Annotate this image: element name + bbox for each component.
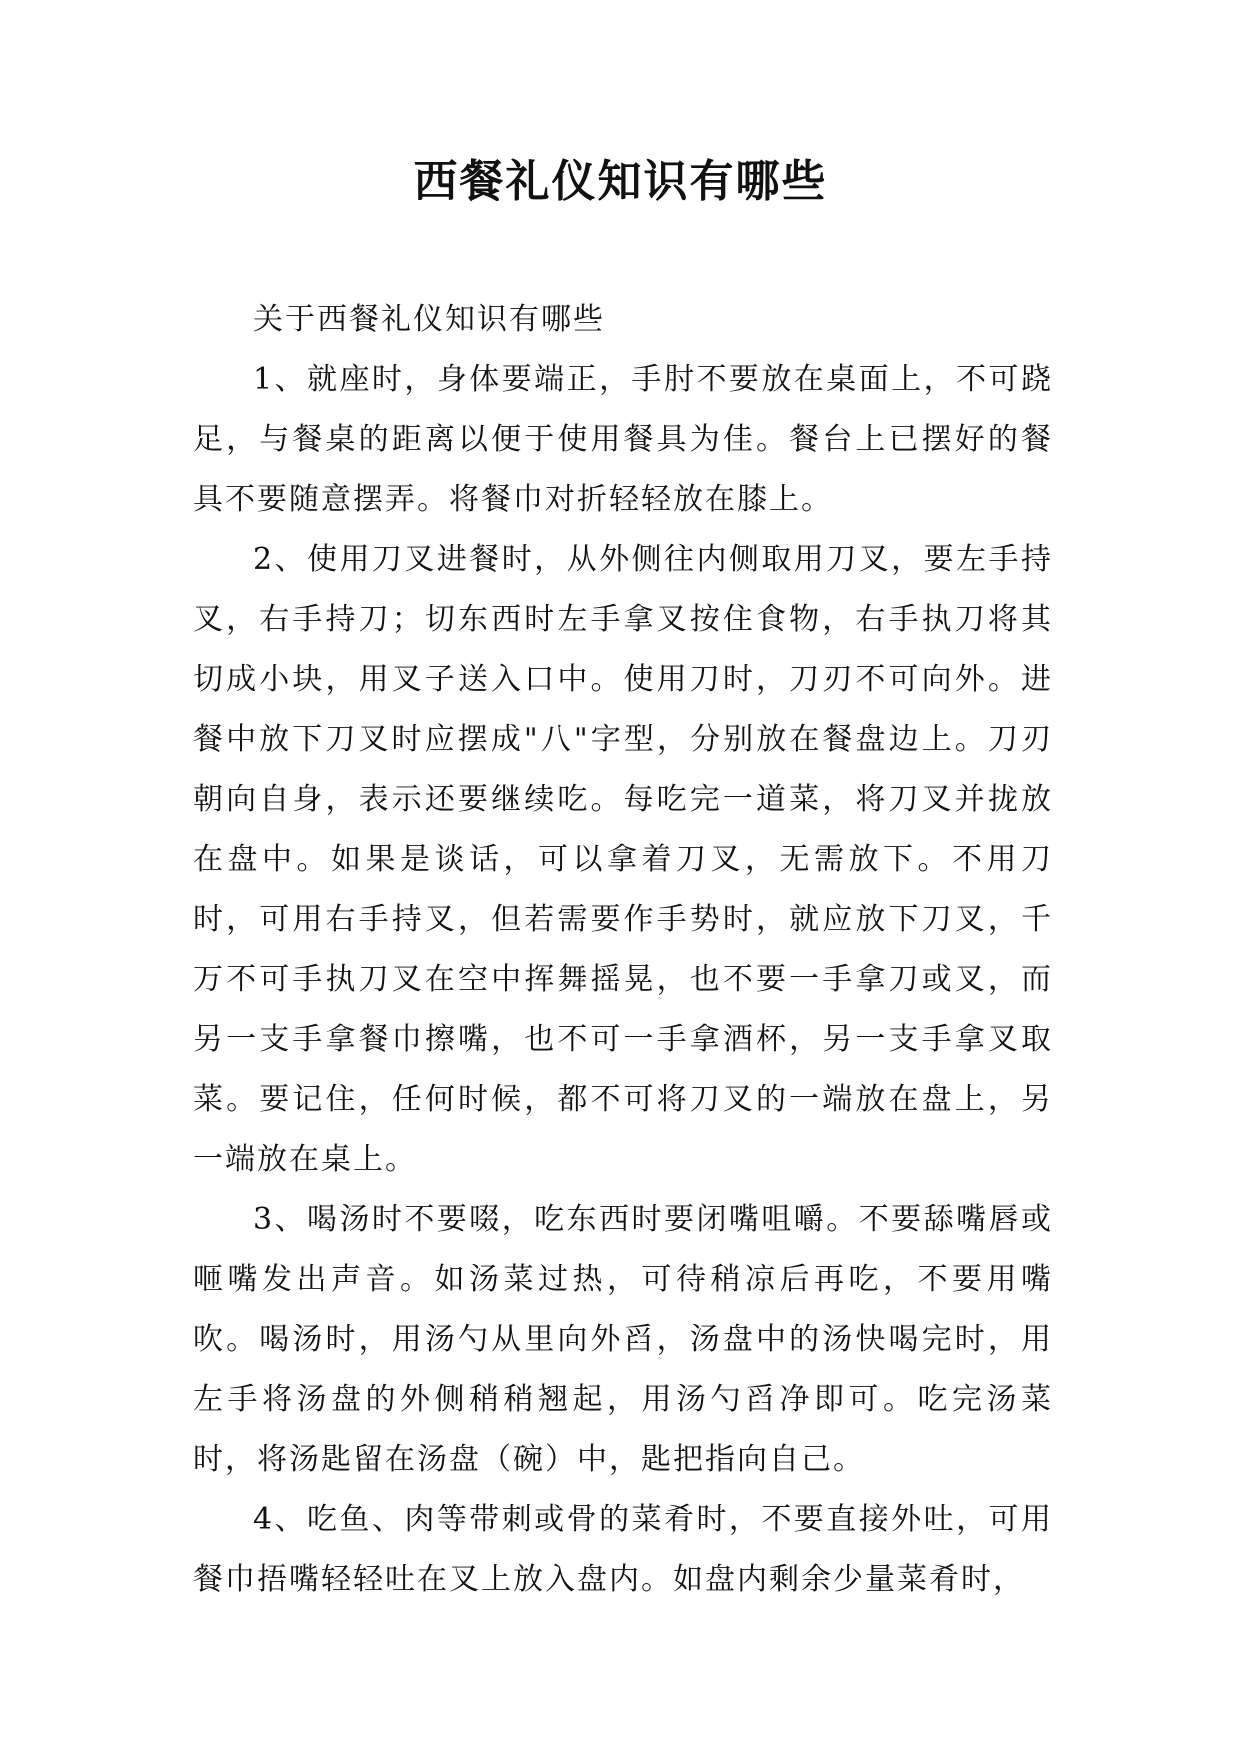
paragraph-3: 3、喝汤时不要啜，吃东西时要闭嘴咀嚼。不要舔嘴唇或咂嘴发出声音。如汤菜过热，可待稍凉后再吃，不要用嘴吹。喝汤时，用汤勺从里向外舀，汤盘中的汤快喝完时，用左手将汤盘的外侧稍稍翘起，用汤勺舀净即可。吃完汤菜时，将汤匙留在汤盘（碗）中，匙把指向自己。	[193, 1202, 1053, 1477]
paragraph-2: 2、使用刀叉进餐时，从外侧往内侧取用刀叉，要左手持叉，右手持刀；切东西时左手拿叉按住食物，右手执刀将其切成小块，用叉子送入口中。使用刀时，刀刃不可向外。进餐中放下刀叉时应摆成"八"字型，分别放在餐盘边上。刀刃朝向自身，表示还要继续吃。每吃完一道菜，将刀叉并拢放在盘中。如果是谈话，可以拿着刀叉，无需放下。不用刀时，可用右手持叉，但若需要作手势时，就应放下刀叉，千万不可手执刀叉在空中挥舞摇晃，也不要一手拿刀或叉，而另一支手拿餐巾擦嘴，也不可一手拿酒杯，另一支手拿叉取菜。要记住，任何时候，都不可将刀叉的一端放在盘上，另一端放在桌上。	[193, 542, 1053, 1177]
intro-paragraph: 关于西餐礼仪知识有哪些	[253, 302, 605, 337]
paragraph-1: 1、就座时，身体要端正，手肘不要放在桌面上，不可跷足，与餐桌的距离以便于使用餐具为佳。餐台上已摆好的餐具不要随意摆弄。将餐巾对折轻轻放在膝上。	[193, 362, 1053, 517]
document-body	[193, 290, 1053, 1610]
document-title: 西餐礼仪知识有哪些	[413, 156, 828, 207]
paragraph-4: 4、吃鱼、肉等带刺或骨的菜肴时，不要直接外吐，可用餐巾捂嘴轻轻吐在叉上放入盘内。如盘内剩余少量菜肴时，	[193, 1502, 1053, 1597]
